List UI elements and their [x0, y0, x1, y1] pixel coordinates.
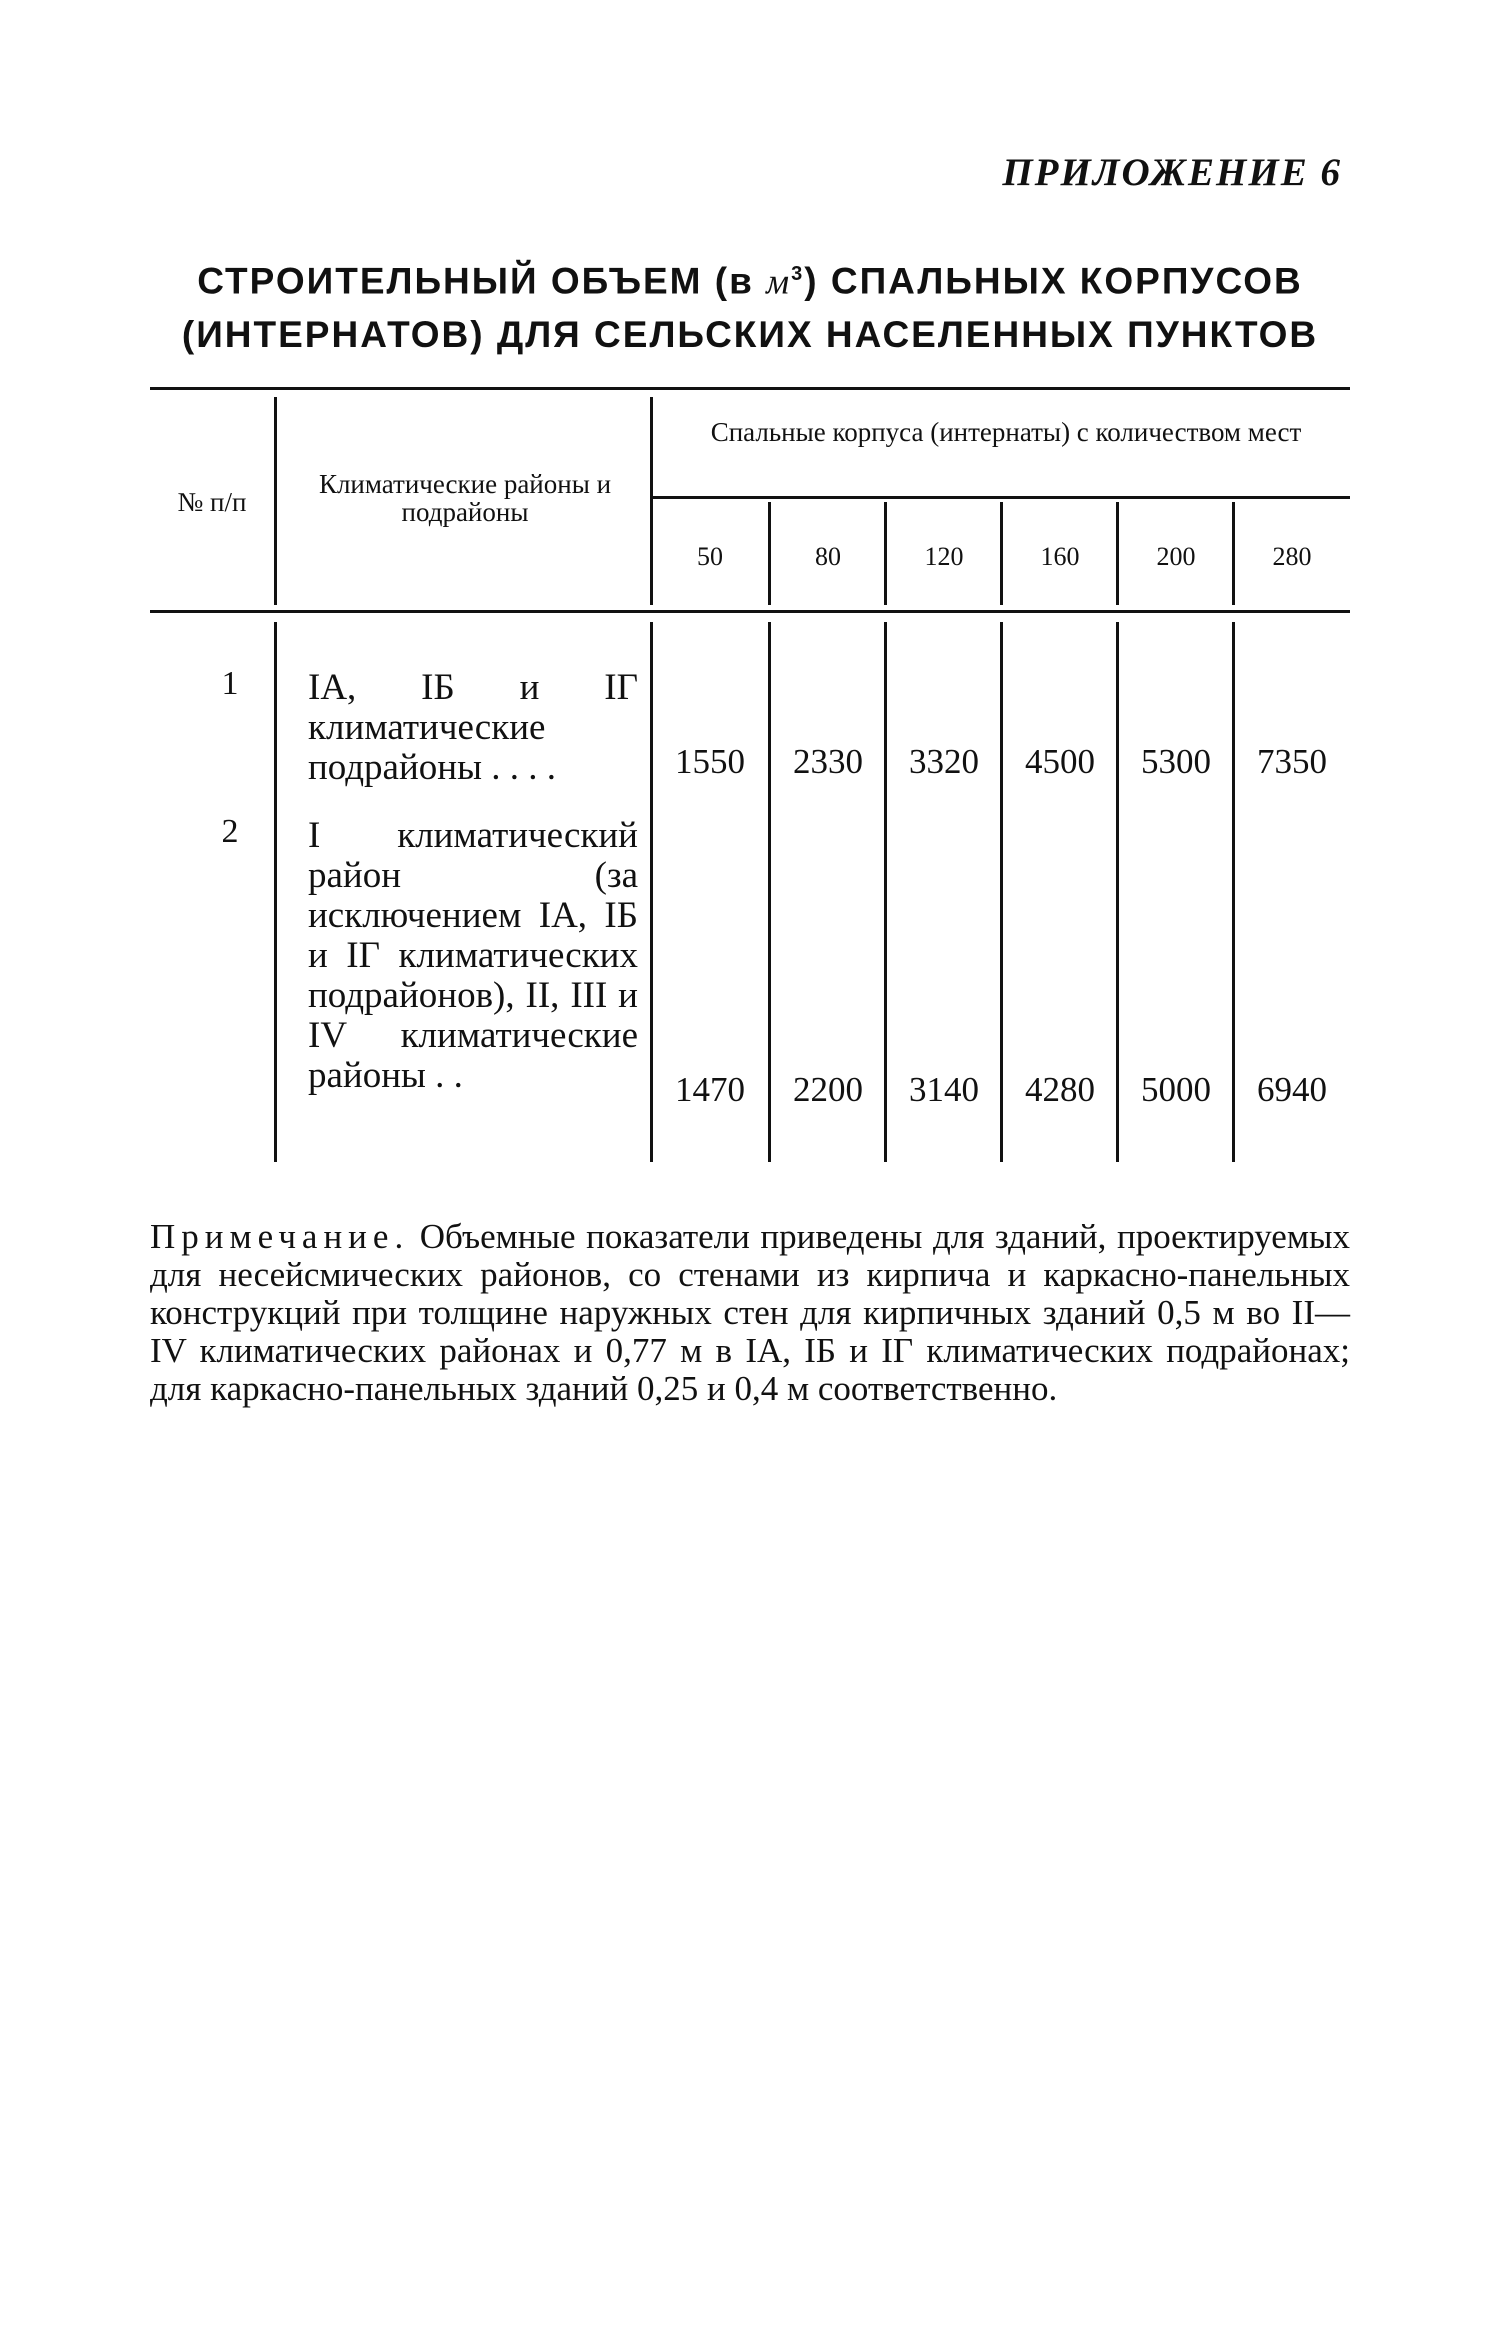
col-divider-2 [650, 397, 653, 605]
table-cell: 2330 [793, 742, 863, 781]
col-divider-1 [274, 397, 277, 605]
row-region: I климатический район (за исключением IA, IБ и IГ климатических подрайонов), II, III и IV климатические районы . . [308, 815, 638, 1096]
unit-superscript: 3 [791, 263, 805, 285]
table-top-rule [150, 387, 1350, 390]
note-text: Объемные показатели приведены для зданий, проектируемых для несейсмических районов, со стенами из кирпича и каркасно-панельных конструкций при толщине наружных стен для кирпичных зданий 0,5 м во II—IV климатических районах и 0,77 м в IA, IБ и IГ климатических подрайонах; для каркасно-панельных зданий 0,25 и 0,4 м соответственно. [150, 1217, 1350, 1408]
volume-table [150, 0, 1350, 2339]
header-region: Климатические районы и подрайоны [318, 469, 612, 527]
table-cell: 3140 [909, 1070, 979, 1109]
table-cell: 4280 [1025, 1070, 1095, 1109]
capacity-cell: 80 [815, 542, 841, 571]
capacity-cell: 120 [924, 542, 964, 571]
header-number: № п/п [177, 487, 247, 517]
note-label: Примечание. [150, 1217, 410, 1256]
capacity-cell: 200 [1156, 542, 1196, 571]
row-number: 2 [221, 813, 239, 850]
capacity-cell: 50 [697, 542, 723, 571]
table-cell: 7350 [1257, 742, 1327, 781]
capacity-cell: 280 [1272, 542, 1312, 571]
header-capacity-group: Спальные корпуса (интернаты) с количеством мест [710, 417, 1302, 447]
table-cell: 6940 [1257, 1070, 1327, 1109]
group-header-rule [650, 496, 1350, 499]
row-region: IA, IБ и IГ климатические подрайоны . . . . [308, 667, 638, 788]
table-cell: 5000 [1141, 1070, 1211, 1109]
header-bottom-rule [150, 610, 1350, 613]
title-line-2: (ИНТЕРНАТОВ) ДЛЯ СЕЛЬСКИХ НАСЕЛЕННЫХ ПУНКТОВ [181, 314, 1319, 356]
appendix-label: ПРИЛОЖЕНИЕ 6 [1002, 151, 1342, 194]
note-paragraph [150, 1218, 1350, 1408]
table-cell: 1470 [675, 1070, 745, 1109]
unit-m: м [766, 261, 792, 302]
title-line-1: СТРОИТЕЛЬНЫЙ ОБЪЕМ (в $м^3$) СПАЛЬНЫХ КОРПУСОВ [197, 260, 1303, 302]
table-cell: 3320 [909, 742, 979, 781]
body-divider-1 [274, 622, 277, 1162]
table-cell: 2200 [793, 1070, 863, 1109]
capacity-cell: 160 [1040, 542, 1080, 571]
table-cell: 1550 [675, 742, 745, 781]
table-cell: 4500 [1025, 742, 1095, 781]
table-cell: 5300 [1141, 742, 1211, 781]
row-number: 1 [221, 665, 239, 702]
